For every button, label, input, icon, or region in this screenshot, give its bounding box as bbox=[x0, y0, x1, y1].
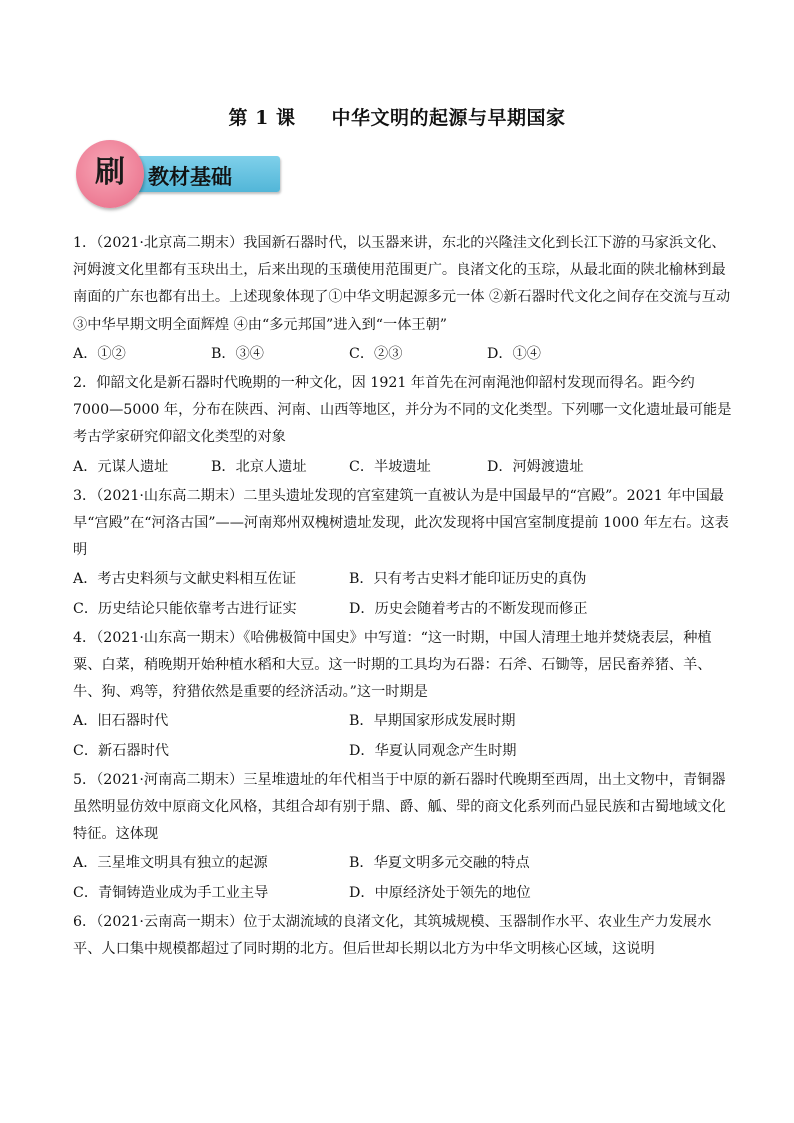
question-2 bbox=[73, 370, 733, 481]
banner-badge: 刷 bbox=[76, 140, 144, 208]
banner-label: 教材基础 bbox=[148, 165, 232, 189]
question-6 bbox=[73, 909, 733, 963]
lesson-title: 中华文明的起源与早期国家 bbox=[331, 107, 566, 129]
option-b[interactable]: B．北京人遗址 bbox=[211, 458, 307, 475]
option-d[interactable]: D．中原经济处于领先的地位 bbox=[349, 884, 531, 901]
question-stem: 6．（2021·云南高一期末）位于太湖流域的良渚文化，其筑城规模、玉器制作水平、农业生产力发展水平、人口集中规模都超过了同时期的北方。但后世却长期以北方为中华文明核心区域，这说明 bbox=[73, 913, 712, 958]
option-row bbox=[73, 708, 733, 735]
option-a[interactable]: A．元谋人遗址 bbox=[73, 458, 169, 475]
option-c[interactable]: C．半坡遗址 bbox=[349, 458, 431, 475]
question-stem: 3．（2021·山东高二期末）二里头遗址发现的宫室建筑一直被认为是中国最早的“宫殿”。2021 年中国最早“宫殿”在“河洛古国”——河南郑州双槐树遗址发现，此次发现将中国宫室制度提前 1000 年左右。这表明 bbox=[73, 487, 729, 559]
question-5 bbox=[73, 767, 733, 907]
question-4 bbox=[73, 625, 733, 765]
option-d[interactable]: D．河姆渡遗址 bbox=[487, 458, 584, 475]
question-1 bbox=[73, 230, 733, 368]
option-b[interactable]: B．华夏文明多元交融的特点 bbox=[349, 855, 530, 872]
option-row bbox=[73, 738, 733, 765]
option-c[interactable]: C．青铜铸造业成为手工业主导 bbox=[73, 884, 269, 901]
option-a[interactable]: A．考古史料须与文献史料相互佐证 bbox=[73, 571, 297, 588]
question-3 bbox=[73, 483, 733, 623]
option-d[interactable]: D．华夏认同观念产生时期 bbox=[349, 742, 517, 759]
option-row bbox=[73, 850, 733, 877]
question-stem: 2．仰韶文化是新石器时代晚期的一种文化，因 1921 年首先在河南渑池仰韶村发现而得名。距今约 7000—5000 年，分布在陕西、河南、山西等地区，并分为不同的文化类型。下列哪一文化遗址最可能是考古学家研究仰韶文化类型的对象 bbox=[73, 375, 732, 446]
option-b[interactable]: B．③④ bbox=[211, 345, 264, 362]
option-c[interactable]: C．②③ bbox=[349, 345, 403, 362]
option-d[interactable]: D．①④ bbox=[487, 345, 541, 362]
option-a[interactable]: A．三星堆文明具有独立的起源 bbox=[73, 855, 268, 872]
page-title bbox=[0, 103, 794, 130]
option-row bbox=[73, 341, 733, 368]
lesson-number: 第 1 课 bbox=[228, 107, 296, 129]
question-stem: 1．（2021·北京高二期末）我国新石器时代，以玉器来讲，东北的兴隆洼文化到长江下游的马家浜文化、河姆渡文化里都有玉玦出土，后来出现的玉璜使用范围更广。良渚文化的玉琮，从最北面的陕北榆林到最南面的广东也都有出土。上述现象体现了①中华文明起源多元一体 ②新石器时代文化之间存在交流与互动 ③中华早期文明全面辉煌 ④由“多元邦国”进入到“一体王朝” bbox=[73, 235, 731, 333]
question-stem: 4．（2021·山东高一期末）《哈佛极简中国史》中写道：“这一时期，中国人清理土地并焚烧表层，种植粟、白菜，稍晚期开始种植水稻和大豆。这一时期的工具均为石器：石斧、石锄等，居民畜养猪、羊、牛、狗、鸡等，狩猎依然是重要的经济活动。”这一时期是 bbox=[73, 629, 712, 701]
option-b[interactable]: B．只有考古史料才能印证历史的真伪 bbox=[349, 571, 587, 588]
option-row bbox=[73, 454, 733, 481]
option-row bbox=[73, 596, 733, 623]
question-list bbox=[73, 228, 733, 963]
section-banner bbox=[72, 140, 282, 210]
option-c[interactable]: C．历史结论只能依靠考古进行证实 bbox=[73, 600, 297, 617]
option-b[interactable]: B．早期国家形成发展时期 bbox=[349, 713, 516, 730]
option-row bbox=[73, 566, 733, 593]
option-a[interactable]: A．旧石器时代 bbox=[73, 713, 169, 730]
option-c[interactable]: C．新石器时代 bbox=[73, 742, 169, 759]
question-stem: 5．（2021·河南高二期末）三星堆遗址的年代相当于中原的新石器时代晚期至西周，出土文物中，青铜器虽然明显仿效中原商文化风格，其组合却有别于鼎、爵、觚、斝的商文化系列而凸显民族和古蜀地域文化特征。这体现 bbox=[73, 771, 726, 843]
option-d[interactable]: D．历史会随着考古的不断发现而修正 bbox=[349, 600, 588, 617]
option-a[interactable]: A．①② bbox=[73, 345, 126, 362]
option-row bbox=[73, 880, 733, 907]
